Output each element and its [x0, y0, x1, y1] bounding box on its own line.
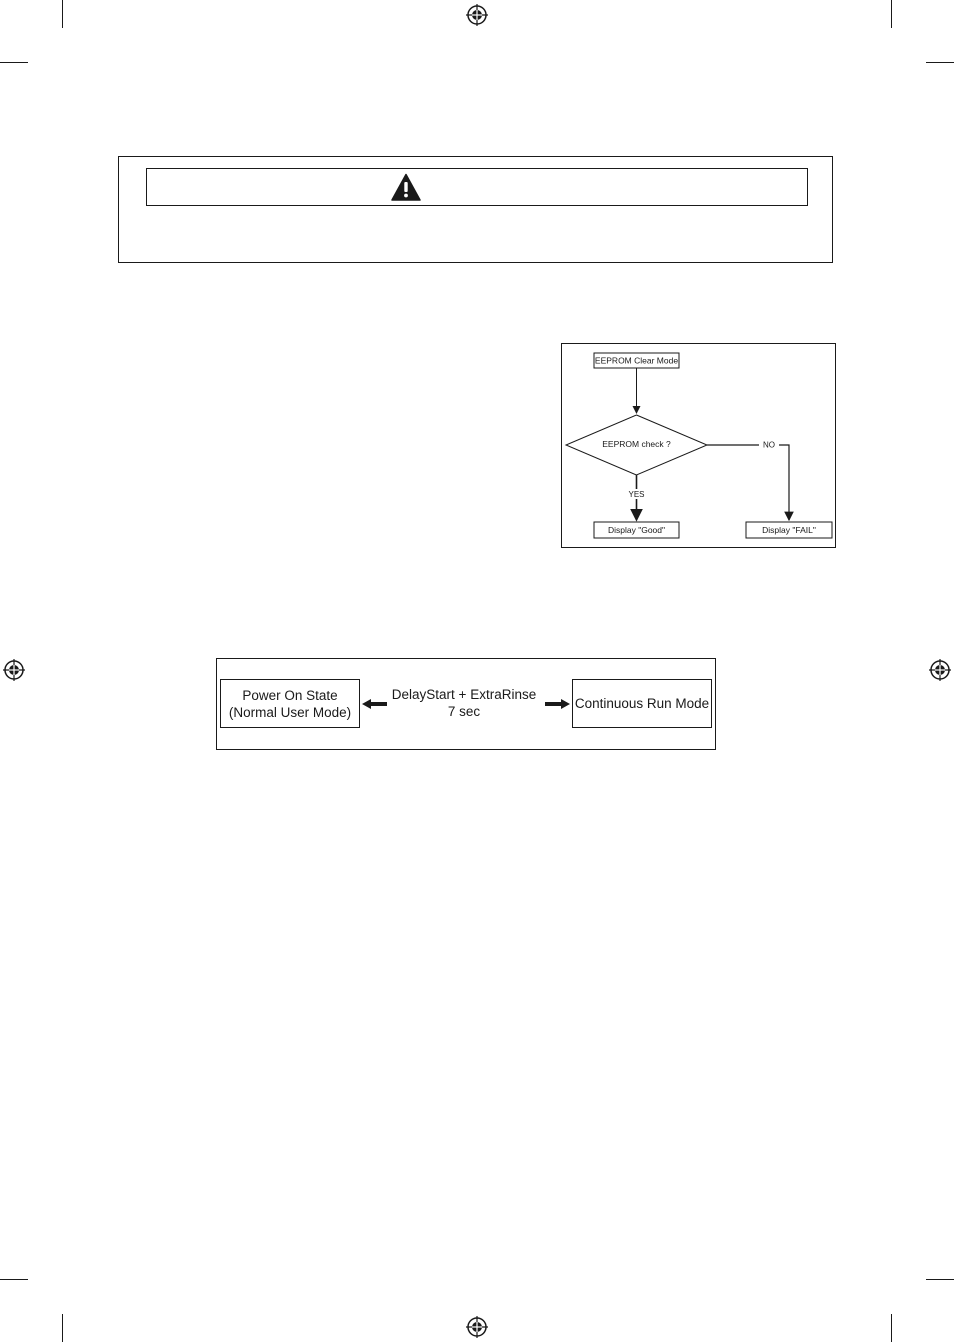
- caution-header: [146, 168, 808, 206]
- arrow-no: [707, 445, 789, 520]
- crop-mark: [926, 62, 954, 63]
- arrow-right-icon: [544, 698, 570, 710]
- good-label: Display "Good": [607, 525, 666, 535]
- registration-target-icon: [466, 1316, 488, 1338]
- decision-label: EEPROM check ?: [602, 439, 671, 449]
- crop-mark: [62, 0, 63, 28]
- yes-label: YES: [628, 490, 645, 499]
- crop-mark: [891, 0, 892, 28]
- eeprom-flowchart: [561, 343, 836, 548]
- fail-label: Display "FAIL": [762, 525, 816, 535]
- continuous-run-mode-box: Continuous Run Mode: [572, 679, 712, 728]
- crop-mark: [0, 62, 28, 63]
- power-on-state-box: Power On State (Normal User Mode): [220, 679, 360, 728]
- no-label: NO: [763, 440, 775, 450]
- key-combination-text: DelayStart + ExtraRinse: [391, 687, 537, 702]
- crop-mark: [62, 1314, 63, 1342]
- arrow-left-icon: [362, 698, 388, 710]
- crop-mark: [0, 1279, 28, 1280]
- warning-triangle-icon: [391, 173, 421, 201]
- registration-target-icon: [929, 659, 951, 681]
- crop-mark: [891, 1314, 892, 1342]
- crop-mark: [926, 1279, 954, 1280]
- registration-target-icon: [3, 659, 25, 681]
- registration-target-icon: [466, 4, 488, 26]
- hold-duration-text: 7 sec: [447, 704, 481, 719]
- key-combination-label: [380, 686, 548, 720]
- start-label: EEPROM Clear Mode: [594, 355, 679, 366]
